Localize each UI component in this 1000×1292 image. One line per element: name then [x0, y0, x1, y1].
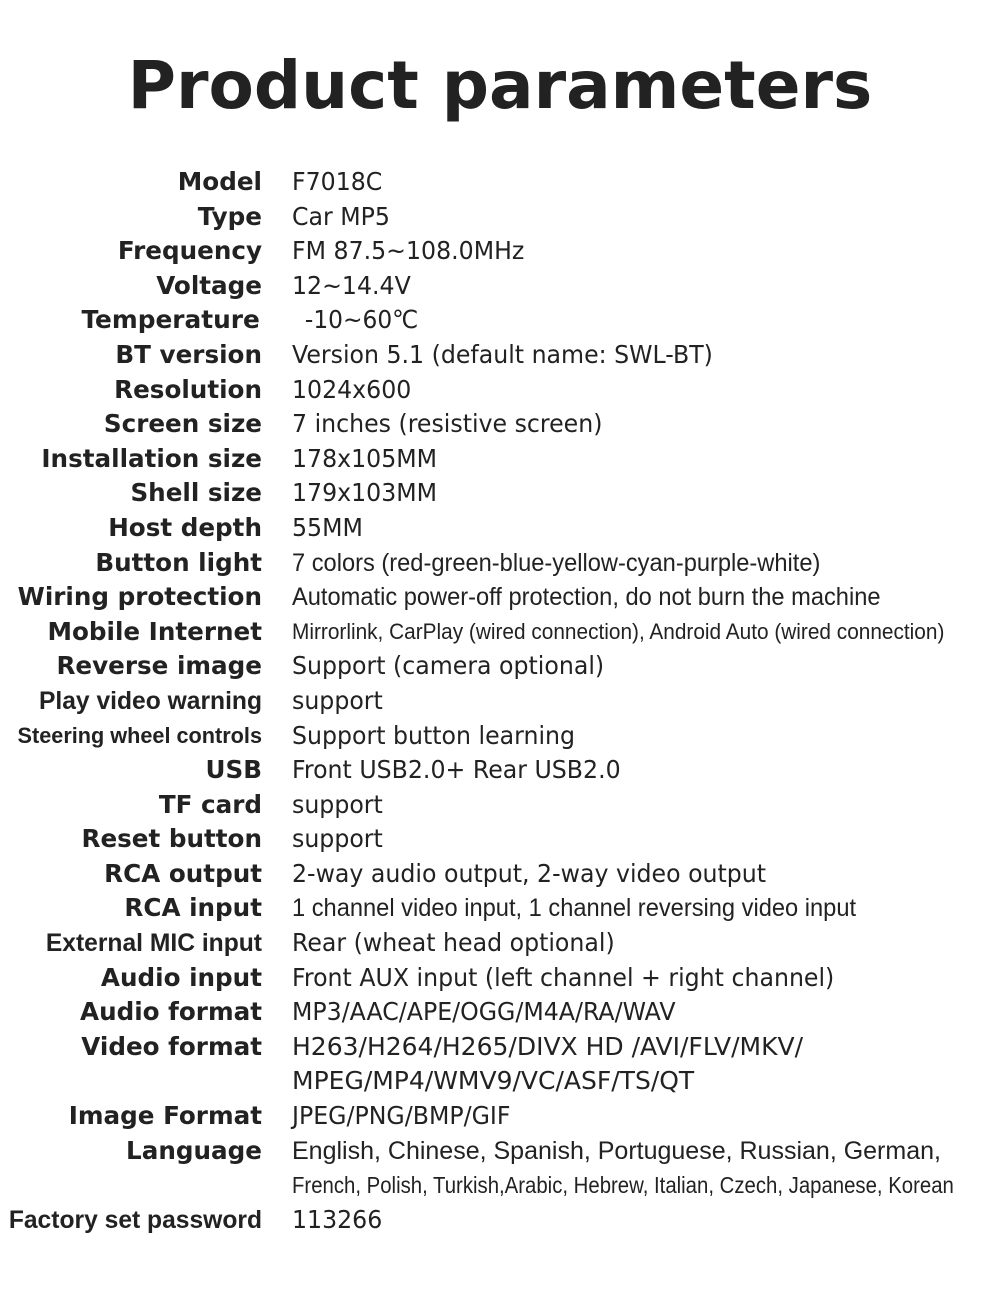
- param-value-line: English, Chinese, Spanish, Portuguese, Russian, German,: [292, 1136, 941, 1165]
- param-value: 7 inches (resistive screen): [292, 409, 603, 439]
- param-label: Mobile Internet: [47, 616, 263, 646]
- page-title: Product parameters: [127, 47, 873, 124]
- param-label: Voltage: [156, 270, 262, 300]
- param-label: Audio format: [80, 997, 262, 1027]
- param-row-video-format: [0, 1030, 1000, 1099]
- param-row-audio-input: [0, 961, 1000, 996]
- param-value: support: [292, 824, 383, 854]
- param-label: External MIC input: [45, 929, 262, 958]
- param-value: 7 colors (red-green-blue-yellow-cyan-purple-white): [292, 548, 821, 577]
- param-label: TF card: [158, 789, 262, 819]
- param-label: RCA output: [104, 858, 262, 888]
- param-value: 113266: [292, 1204, 383, 1234]
- param-row-model: [0, 165, 1000, 200]
- param-label: Screen size: [103, 409, 263, 439]
- param-row-voltage: [0, 269, 1000, 304]
- param-row-external-mic-input: [0, 926, 1000, 961]
- param-value: support: [292, 685, 383, 715]
- param-label: RCA input: [124, 893, 263, 923]
- param-row-rca-input: [0, 891, 1000, 926]
- param-row-resolution: [0, 373, 1000, 408]
- param-value: JPEG/PNG/BMP/GIF: [292, 1101, 511, 1131]
- param-label: BT version: [115, 339, 262, 369]
- param-value: 12~14.4V: [292, 270, 411, 300]
- param-row-language: [0, 1134, 1000, 1203]
- param-row-installation-size: [0, 442, 1000, 477]
- param-value: [292, 1030, 992, 1099]
- param-row-image-format: [0, 1099, 1000, 1134]
- param-value: 2-way audio output, 2-way video output: [292, 858, 767, 888]
- param-row-temperature: [0, 303, 1000, 338]
- param-label: Frequency: [117, 236, 262, 266]
- param-label: Model: [177, 167, 262, 196]
- param-row-bt-version: [0, 338, 1000, 373]
- param-value: Support button learning: [292, 720, 576, 750]
- param-row-play-video-warning: [0, 684, 1000, 719]
- param-value: 179x103MM: [292, 478, 438, 508]
- param-label: Steering wheel controls: [17, 722, 263, 748]
- param-label: Temperature: [81, 305, 260, 335]
- param-value-line: French, Polish, Turkish,Arabic, Hebrew, Italian, Czech, Japanese, Korean: [292, 1172, 954, 1199]
- param-label: Installation size: [41, 443, 262, 473]
- parameter-table: [0, 165, 1000, 1237]
- param-row-mobile-internet: [0, 615, 1000, 650]
- param-value: FM 87.5~108.0MHz: [292, 236, 525, 266]
- param-label: Play video warning: [38, 686, 262, 715]
- param-row-rca-output: [0, 857, 1000, 892]
- param-label: Video format: [81, 1031, 263, 1061]
- param-label: Host depth: [108, 512, 262, 542]
- param-label: Wiring protection: [17, 582, 262, 612]
- param-label: USB: [205, 755, 262, 785]
- param-label: Shell size: [130, 478, 262, 508]
- param-value: 1 channel video input, 1 channel reversing video input: [292, 894, 857, 923]
- param-label: Reset button: [81, 824, 262, 854]
- param-value: Car MP5: [292, 201, 390, 231]
- param-row-reset-button: [0, 822, 1000, 857]
- param-label: Factory set password: [8, 1205, 262, 1234]
- param-label: Language: [126, 1135, 263, 1165]
- param-value: Mirrorlink, CarPlay (wired connection), Android Auto (wired connection): [292, 618, 945, 644]
- param-label: Resolution: [114, 374, 263, 404]
- param-value: -10~60℃: [304, 305, 419, 335]
- param-row-usb: [0, 753, 1000, 788]
- param-label: Image Format: [68, 1101, 263, 1131]
- param-row-frequency: [0, 234, 1000, 269]
- param-row-wiring-protection: [0, 580, 1000, 615]
- param-value: Automatic power-off protection, do not burn the machine: [292, 583, 881, 612]
- param-value: F7018C: [292, 167, 383, 196]
- param-value: Version 5.1 (default name: SWL-BT): [292, 339, 713, 369]
- param-value-line: MPEG/MP4/WMV9/VC/ASF/TS/QT: [292, 1066, 695, 1096]
- param-value: Rear (wheat head optional): [292, 928, 615, 958]
- param-row-audio-format: [0, 995, 1000, 1030]
- param-value: Support (camera optional): [292, 651, 605, 681]
- param-row-factory-set-password: [0, 1203, 1000, 1238]
- param-value: Front AUX input (left channel + right channel): [292, 962, 835, 992]
- param-row-reverse-image: [0, 649, 1000, 684]
- param-value: [292, 1134, 992, 1203]
- param-value: 1024x600: [292, 374, 412, 404]
- param-row-steering-wheel-controls: [0, 719, 1000, 754]
- param-row-host-depth: [0, 511, 1000, 546]
- param-label: Audio input: [100, 962, 262, 992]
- param-value: support: [292, 789, 383, 819]
- param-value-line: H263/H264/H265/DIVX HD /AVI/FLV/MKV/: [292, 1031, 804, 1061]
- param-row-type: [0, 200, 1000, 235]
- param-label: Button light: [95, 547, 263, 577]
- param-value: MP3/AAC/APE/OGG/M4A/RA/WAV: [292, 997, 676, 1027]
- param-label: Reverse image: [56, 651, 263, 681]
- param-row-tf-card: [0, 788, 1000, 823]
- param-row-screen-size: [0, 407, 1000, 442]
- param-label: Type: [197, 201, 262, 231]
- param-value: 178x105MM: [292, 443, 438, 473]
- param-row-button-light: [0, 546, 1000, 581]
- param-value: 55MM: [292, 512, 363, 542]
- param-row-shell-size: [0, 476, 1000, 511]
- param-value: Front USB2.0+ Rear USB2.0: [292, 755, 621, 785]
